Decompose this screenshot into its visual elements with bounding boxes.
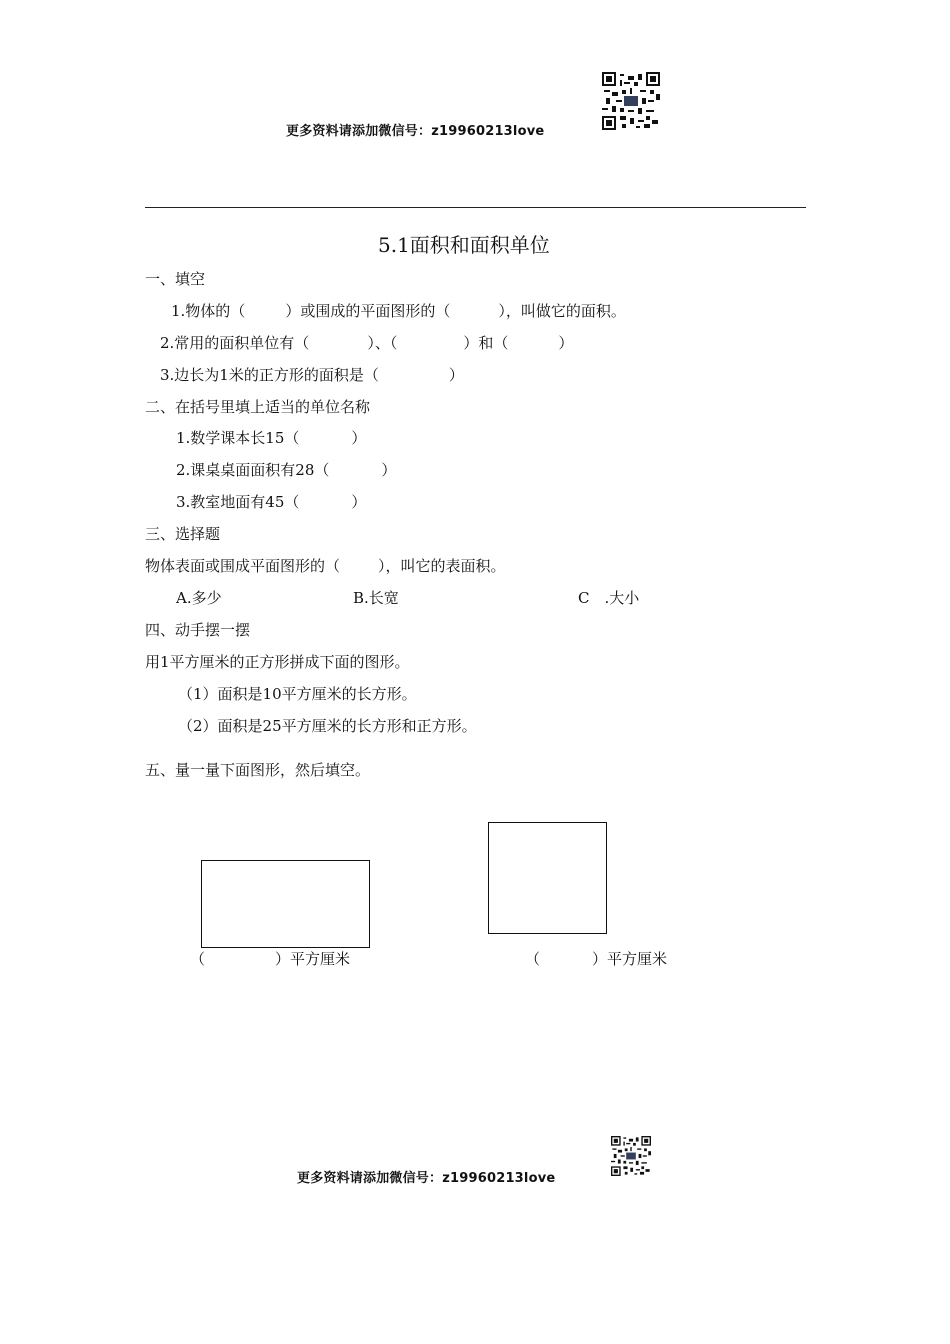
q2-part-a: 2.常用的面积单位有（: [160, 334, 310, 352]
page-title: 5.1面积和面积单位: [378, 233, 550, 257]
unit-question-2: [176, 460, 396, 480]
rectangle-answer: [190, 949, 350, 969]
q3-part-b: ）: [448, 366, 464, 384]
q1-part-c: ），叫做它的面积。: [498, 302, 626, 320]
fill-question-3: [160, 365, 464, 385]
section4-item-2: （2）面积是25平方厘米的长方形和正方形。: [178, 717, 477, 735]
unit-q3-text: 3.教室地面有45（: [176, 493, 300, 511]
option-b: B.长宽: [353, 589, 399, 607]
unit-q2-text: 2.课桌桌面面积有28（: [176, 461, 330, 479]
q1-part-b: ）或围成的平面图形的（: [285, 302, 451, 320]
header-banner: 更多资料请添加微信号：z19960213love: [286, 124, 545, 139]
footer-banner: 更多资料请添加微信号：z19960213love: [297, 1171, 556, 1186]
rectangle-answer-open: （: [190, 950, 206, 968]
q2-part-c: ）和（: [463, 334, 509, 352]
choice-question-a: 物体表面或围成平面图形的（: [145, 557, 341, 575]
q2-part-b: ）、（: [367, 334, 398, 352]
qr-code-icon: [602, 72, 660, 130]
rectangle-answer-close: ）平方厘米: [275, 950, 351, 968]
section2-heading: 二、在括号里填上适当的单位名称: [145, 398, 371, 416]
square-answer-open: （: [525, 950, 541, 968]
section4-heading: 四、动手摆一摆: [145, 621, 251, 639]
unit-q1-close: ）: [351, 429, 367, 447]
square-shape: [488, 822, 607, 934]
choice-question-b: ），叫它的表面积。: [378, 557, 506, 575]
section3-heading: 三、选择题: [145, 525, 221, 543]
section4-intro: 用1平方厘米的正方形拼成下面的图形。: [145, 653, 410, 671]
section1-heading: 一、填空: [145, 270, 206, 288]
rectangle-shape: [201, 860, 370, 948]
qr-code-icon: [611, 1136, 651, 1176]
square-answer-close: ）平方厘米: [592, 950, 668, 968]
option-a: A.多少: [176, 589, 222, 607]
unit-question-3: [176, 492, 366, 512]
square-answer: [525, 949, 667, 969]
unit-question-1: [176, 428, 366, 448]
unit-q2-close: ）: [381, 461, 397, 479]
q1-part-a: 1.物体的（: [171, 302, 246, 320]
section4-item-1: （1）面积是10平方厘米的长方形。: [178, 685, 417, 703]
q2-part-d: ）: [558, 334, 574, 352]
section5-heading: 五、量一量下面图形，然后填空。: [145, 761, 371, 779]
fill-question-2: [160, 333, 573, 353]
header-divider: [145, 207, 806, 208]
choice-question: [145, 556, 506, 576]
q3-part-a: 3.边长为1米的正方形的面积是（: [160, 366, 379, 384]
option-c: C .大小: [578, 589, 640, 607]
unit-q3-close: ）: [351, 493, 367, 511]
fill-question-1: [171, 301, 626, 321]
unit-q1-text: 1.数学课本长15（: [176, 429, 300, 447]
